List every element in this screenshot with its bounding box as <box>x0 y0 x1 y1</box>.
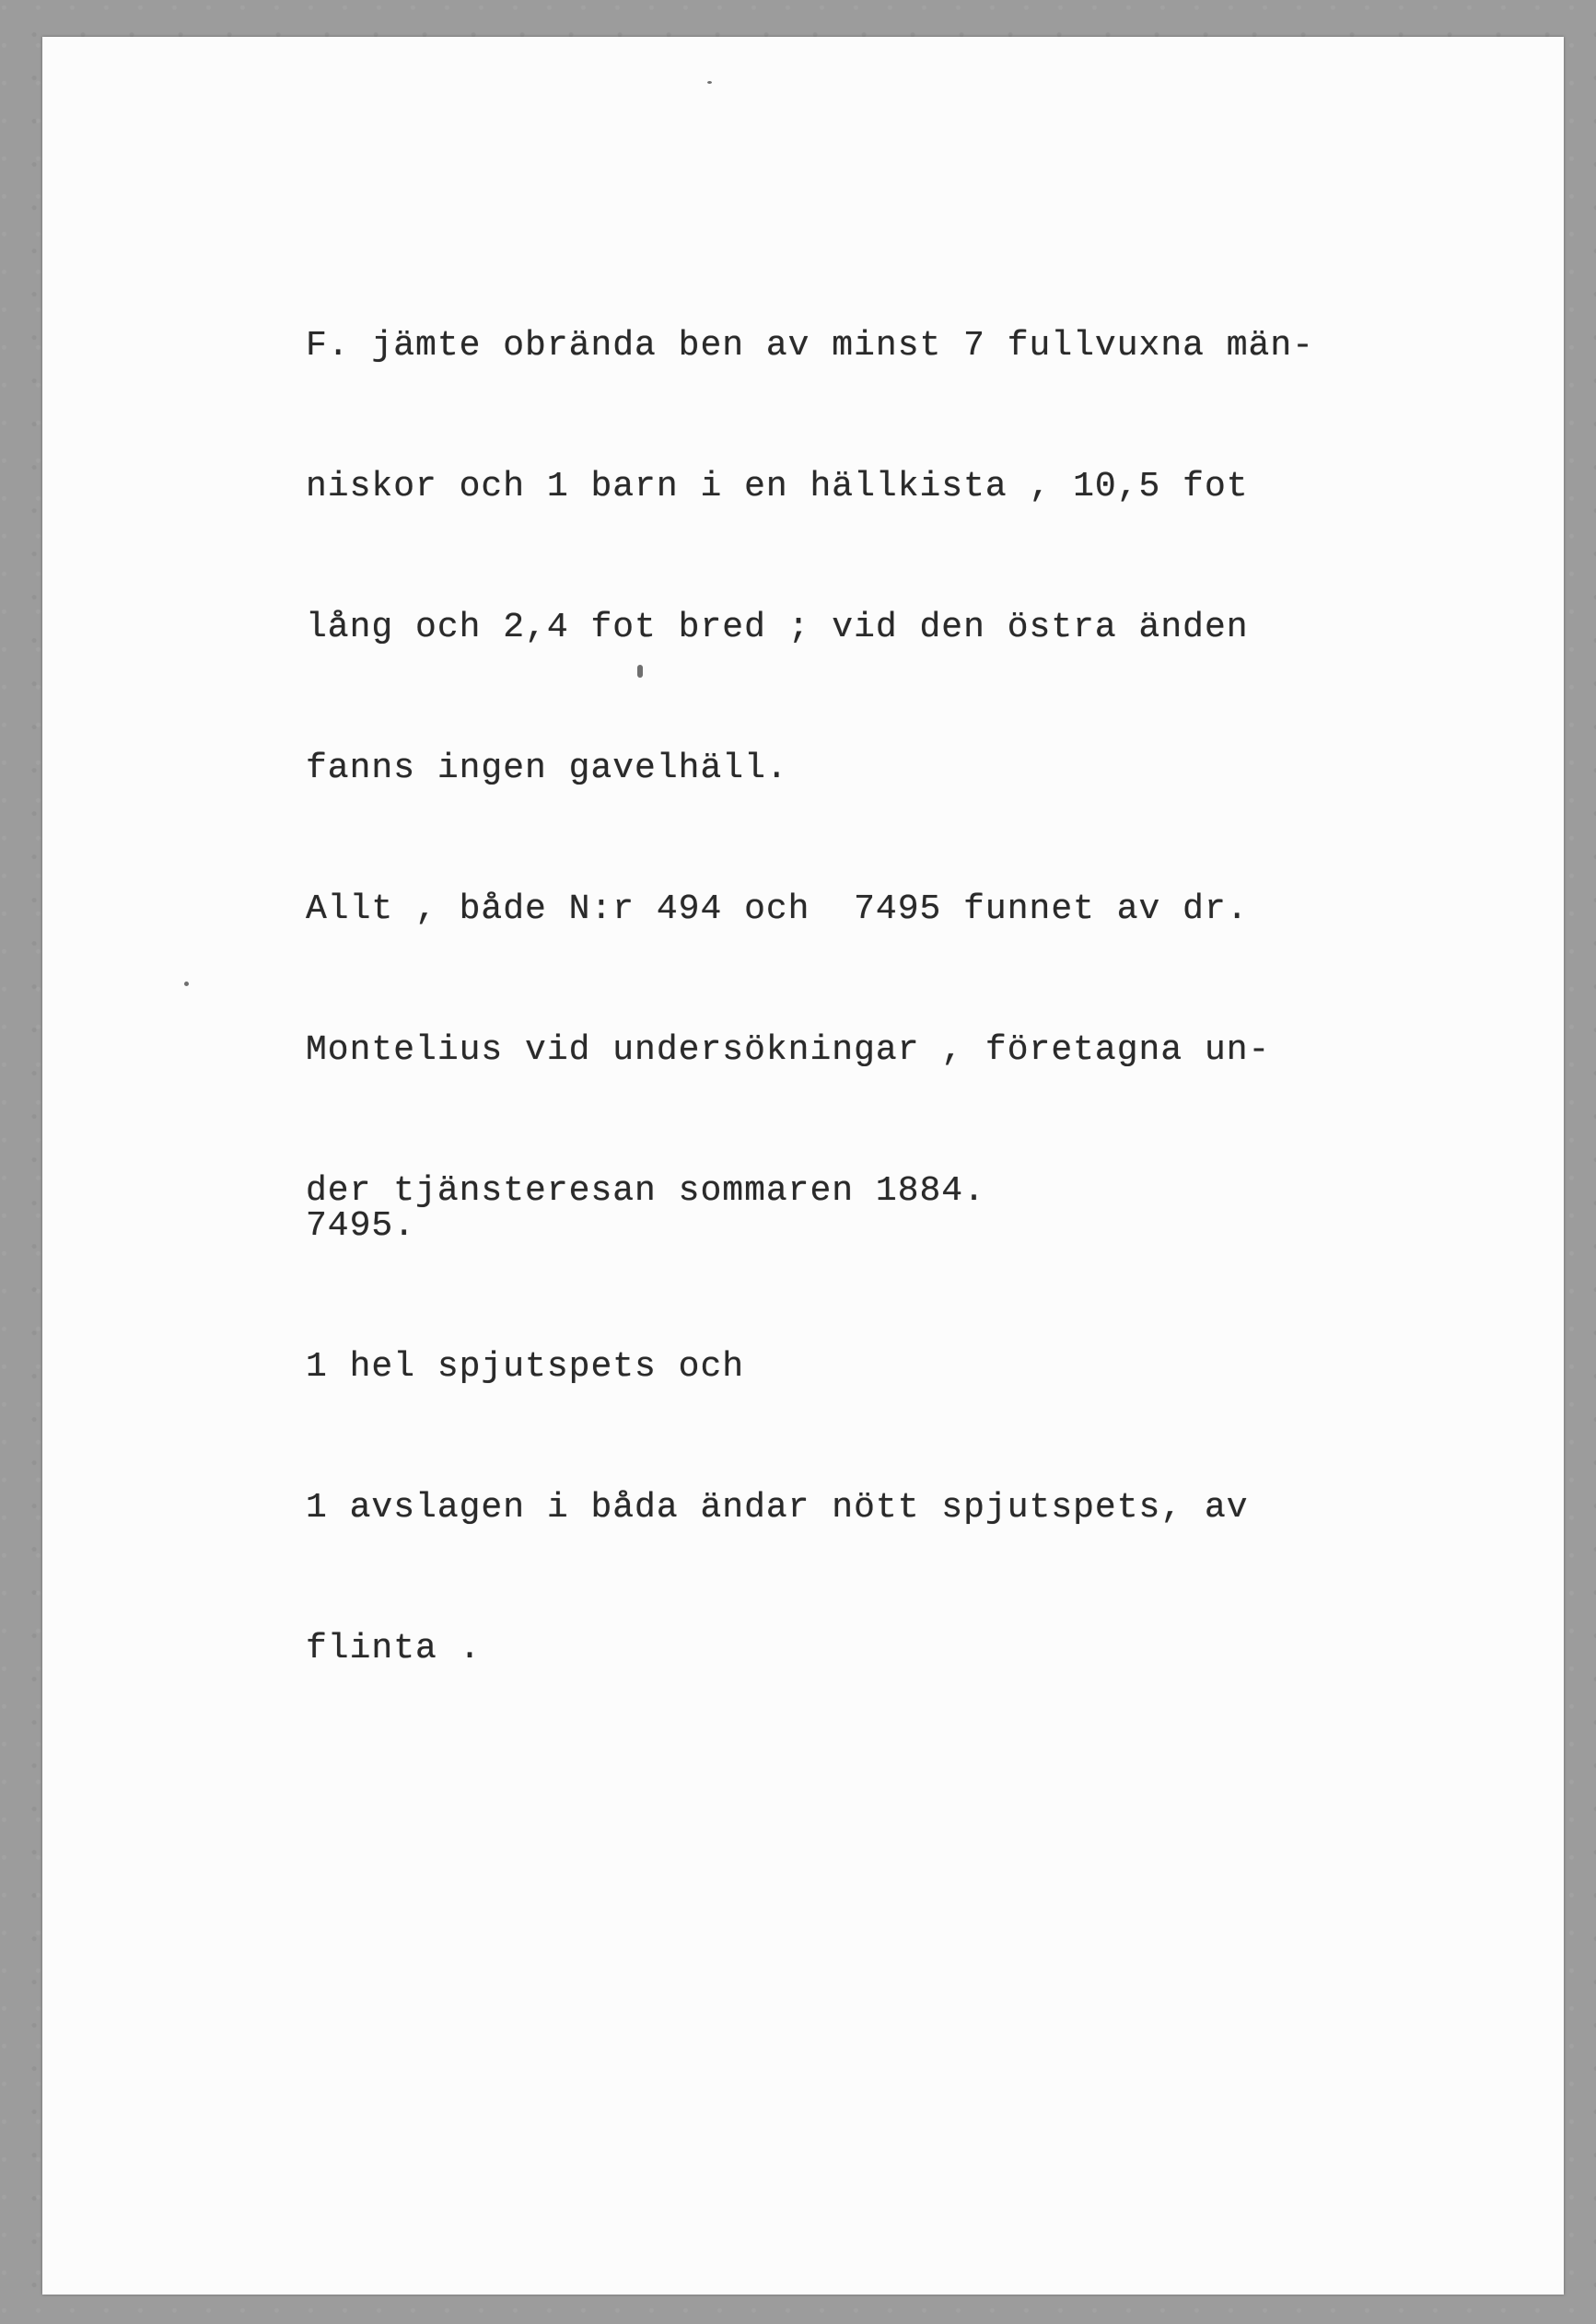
item-number: 7495. <box>306 1206 416 1246</box>
paper-speck <box>707 81 712 84</box>
text-line: flinta . <box>306 1629 482 1668</box>
text-line: lång och 2,4 fot bred ; vid den östra änden <box>306 608 1249 647</box>
text-line: 1 hel spjutspets och <box>306 1347 745 1387</box>
item-block <box>306 1109 1249 1719</box>
record-text-block <box>306 228 1314 1261</box>
paper-speck <box>637 665 643 678</box>
text-line: fanns ingen gavelhäll. <box>306 749 788 788</box>
text-line: 1 avslagen i båda ändar nött spjutspets, av <box>306 1488 1249 1528</box>
text-line: niskor och 1 barn i en hällkista , 10,5 fot <box>306 467 1249 506</box>
text-line: Montelius vid undersökningar , företagna un- <box>306 1030 1271 1070</box>
text-line: F. jämte obrända ben av minst 7 fullvuxna män- <box>306 326 1314 366</box>
text-line: Allt , både N:r 494 och 7495 funnet av dr. <box>306 889 1249 929</box>
paper-speck <box>184 982 189 986</box>
text-line: der tjänsteresan sommaren 1884. <box>306 1171 985 1211</box>
